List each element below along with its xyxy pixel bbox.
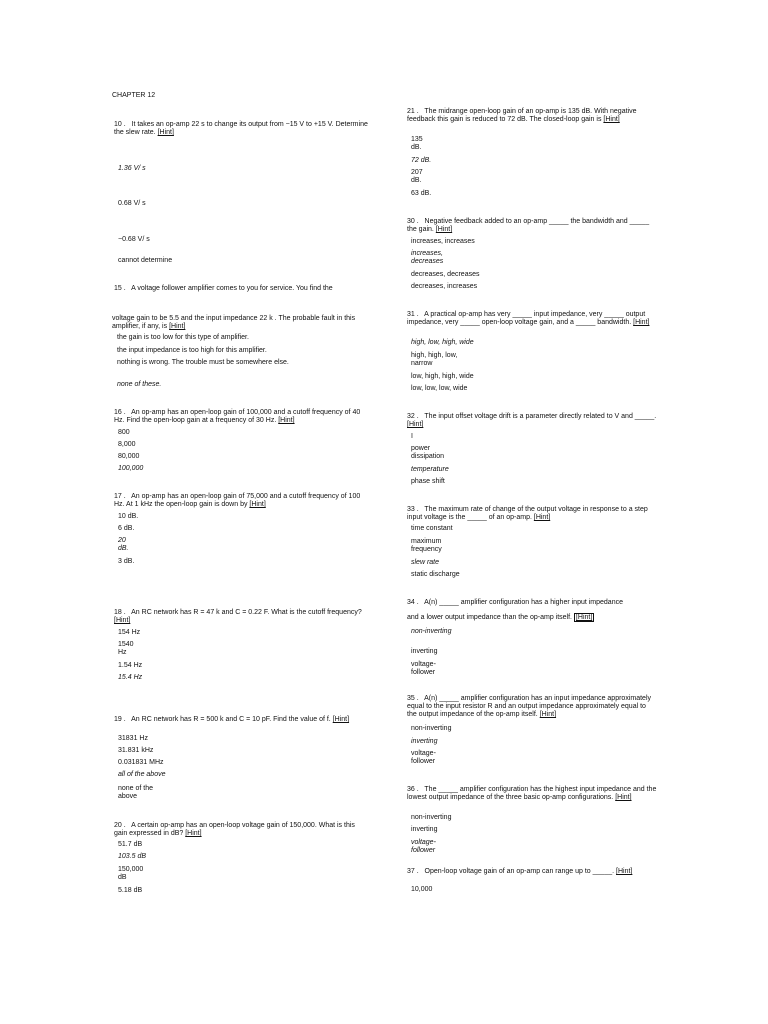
hint-link[interactable]: [Hint] [615,794,632,801]
option[interactable]: 6 dB. [118,525,135,532]
option[interactable]: 1.36 V/ s [118,165,146,172]
option[interactable]: phase shift [411,478,445,485]
option[interactable]: power dissipation [411,445,445,460]
hint-link[interactable]: [Hint] [407,421,424,428]
question-text: Negative feedback added to an op-amp _____ the bandwidth and _____ the gain. [407,218,650,233]
question-text-rest: voltage gain to be 5.5 and the input impedance 22 k . The probable fault in this amplifier, if any, is [112,315,356,330]
question-text: An RC network has R = 47 k and C = 0.22 F. What is the cutoff frequency? [131,609,362,616]
option[interactable]: 80,000 [118,453,140,460]
hint-link[interactable]: [Hint] [539,711,557,718]
hint-link[interactable]: [Hint] [278,417,295,424]
option[interactable]: 31.831 kHz [118,747,154,754]
question-34-continued [407,614,594,622]
option[interactable]: I [411,433,413,440]
question-text: A practical op-amp has very _____ input impedance, very _____ output impedance, very _____ open-loop voltage gain, and a _____ bandwidth. [407,311,646,326]
option[interactable]: the input impedance is too high for this amplifier. [117,347,267,354]
option[interactable]: static discharge [411,571,460,578]
question-text-line2: and a lower output impedance than the op-amp itself. [407,614,572,621]
option[interactable]: time constant [411,525,453,532]
option[interactable]: decreases, decreases [411,271,480,278]
question-text: An RC network has R = 500 k and C = 10 pF. Find the value of f. [131,716,331,723]
option[interactable]: 51.7 dB [118,841,143,848]
option[interactable]: high, low, high, wide [411,339,474,346]
question-number: 16 . [114,409,126,416]
option[interactable]: 5.18 dB [118,887,143,894]
question-30 [407,218,657,234]
question-text-line1: A(n) _____ amplifier configuration has a higher input impedance [424,599,623,606]
question-number: 15 . [114,285,126,292]
option[interactable]: low, high, high, wide [411,373,474,380]
question-text: The midrange open-loop gain of an op-amp is 135 dB. With negative feedback this gain is reduced to 72 dB. The closed-loop gain is [407,108,637,123]
option[interactable]: decreases, increases [411,283,478,290]
question-text: An op-amp has an open-loop gain of 100,000 and a cutoff frequency of 40 Hz. Find the open-loop gain at a frequency of 30 Hz. [114,409,361,424]
option[interactable]: inverting [411,738,438,745]
option[interactable]: 3 dB. [118,558,135,565]
question-text: A(n) _____ amplifier configuration has an input impedance approximately equal to the input resistor R and an output impedance approximately equal to the output impedance of the op-amp itself. [407,695,651,718]
question-36 [407,786,657,802]
option[interactable]: high, high, low, narrow [411,352,458,367]
option[interactable]: 135 dB. [411,136,423,151]
question-17 [114,493,369,509]
option[interactable]: −0.68 V/ s [118,236,150,243]
option[interactable]: 20 dB. [118,537,129,552]
hint-link[interactable]: [Hint] [114,617,131,624]
option[interactable]: 207 dB. [411,169,423,184]
hint-link[interactable]: [Hint] [533,514,551,521]
option[interactable]: non-inverting [411,814,452,821]
question-33 [407,506,657,522]
question-32 [407,413,657,429]
option[interactable]: temperature [411,466,449,473]
option[interactable]: 103.5 dB [118,853,147,860]
question-text: The _____ amplifier configuration has the highest input impedance and the lowest output impedance of the three basic op-amp configurations. [407,786,657,801]
option[interactable]: voltage-follower [411,839,436,854]
question-21 [407,108,657,124]
option[interactable]: inverting [411,648,438,655]
question-18 [114,609,364,625]
question-number: 31 . [407,311,419,318]
hint-link[interactable]: [Hint] [633,319,650,326]
option[interactable]: 31831 Hz [118,735,148,742]
question-number: 10 . [114,121,126,128]
hint-link[interactable]: [Hint] [575,614,593,621]
question-15 [114,285,333,293]
question-text: The maximum rate of change of the output voltage in response to a step input voltage is the _____ of an op-amp. [407,506,648,521]
question-number: 33 . [407,506,419,513]
option[interactable]: nothing is wrong. The trouble must be somewhere else. [117,359,289,366]
question-number: 34 . [407,599,419,606]
hint-link[interactable]: [Hint] [249,501,266,508]
option[interactable]: 10,000 [411,886,433,893]
question-number: 19 . [114,716,126,723]
option[interactable]: increases, decreases [411,250,444,265]
option[interactable]: 10 dB. [118,513,139,520]
question-15-continued [112,315,362,331]
question-number: 37 . [407,868,419,875]
option[interactable]: slew rate [411,559,440,566]
option[interactable]: low, low, low, wide [411,385,468,392]
chapter-title: CHAPTER 12 [112,92,156,99]
option[interactable]: none of the above [118,785,154,800]
question-number: 36 . [407,786,419,793]
hint-link[interactable]: [Hint] [435,226,453,233]
question-20 [114,822,369,838]
hint-link[interactable]: [Hint] [616,868,633,875]
question-text: It takes an op-amp 22 s to change its output from −15 V to +15 V. Determine the slew rate. [114,121,368,136]
option[interactable]: 0.68 V/ s [118,200,146,207]
option[interactable]: 800 [118,429,130,436]
question-number: 32 . [407,413,419,420]
question-35 [407,695,657,719]
option[interactable]: 154 Hz [118,629,141,636]
option[interactable]: 8,000 [118,441,136,448]
question-19 [114,716,369,724]
hint-link[interactable]: [Hint] [332,716,350,723]
question-text: An op-amp has an open-loop gain of 75,000 and a cutoff frequency of 100 Hz. At 1 kHz the open-loop gain is down by [114,493,361,508]
option[interactable]: voltage-follower [411,750,436,765]
option[interactable]: all of the above [118,771,166,778]
option[interactable]: 1540 Hz [118,641,134,656]
question-number: 20 . [114,822,126,829]
option[interactable]: non-inverting [411,628,452,635]
question-31 [407,311,657,327]
option[interactable]: the gain is too low for this type of amplifier. [117,334,249,341]
option[interactable]: 63 dB. [411,190,432,197]
question-number: 21 . [407,108,419,115]
question-16 [114,409,369,425]
question-text: A certain op-amp has an open-loop voltage gain of 150,000. What is this gain expressed in dB? [114,822,355,837]
option[interactable]: 150,000 dB [118,866,144,881]
option[interactable]: inverting [411,826,438,833]
question-number: 18 . [114,609,126,616]
option[interactable]: 0.031831 MHz [118,759,164,766]
question-number: 30 . [407,218,419,225]
question-text: Open-loop voltage gain of an op-amp can range up to _____. [424,868,615,875]
option[interactable]: 100,000 [118,465,144,472]
hint-link[interactable]: [Hint] [169,323,186,330]
hint-link[interactable]: [Hint] [185,830,202,837]
option[interactable]: non-inverting [411,725,452,732]
question-number: 17 . [114,493,126,500]
question-text: The input offset voltage drift is a parameter directly related to V and _____. [424,413,657,420]
hint-link[interactable]: [Hint] [603,116,620,123]
question-34 [407,599,623,607]
option[interactable]: maximum frequency [411,538,442,553]
option[interactable]: voltage-follower [411,661,436,676]
option[interactable]: 1.54 Hz [118,662,143,669]
question-text-line1: A voltage follower amplifier comes to you for service. You find the [131,285,333,292]
option[interactable]: 15.4 Hz [118,674,143,681]
question-number: 35 . [407,695,419,702]
question-10 [114,121,369,137]
hint-link[interactable]: [Hint] [157,129,174,136]
option[interactable]: 72 dB. [411,157,432,164]
option[interactable]: cannot determine [118,257,173,264]
option[interactable]: increases, increases [411,238,475,245]
option[interactable]: none of these. [117,381,162,388]
question-37 [407,868,657,876]
